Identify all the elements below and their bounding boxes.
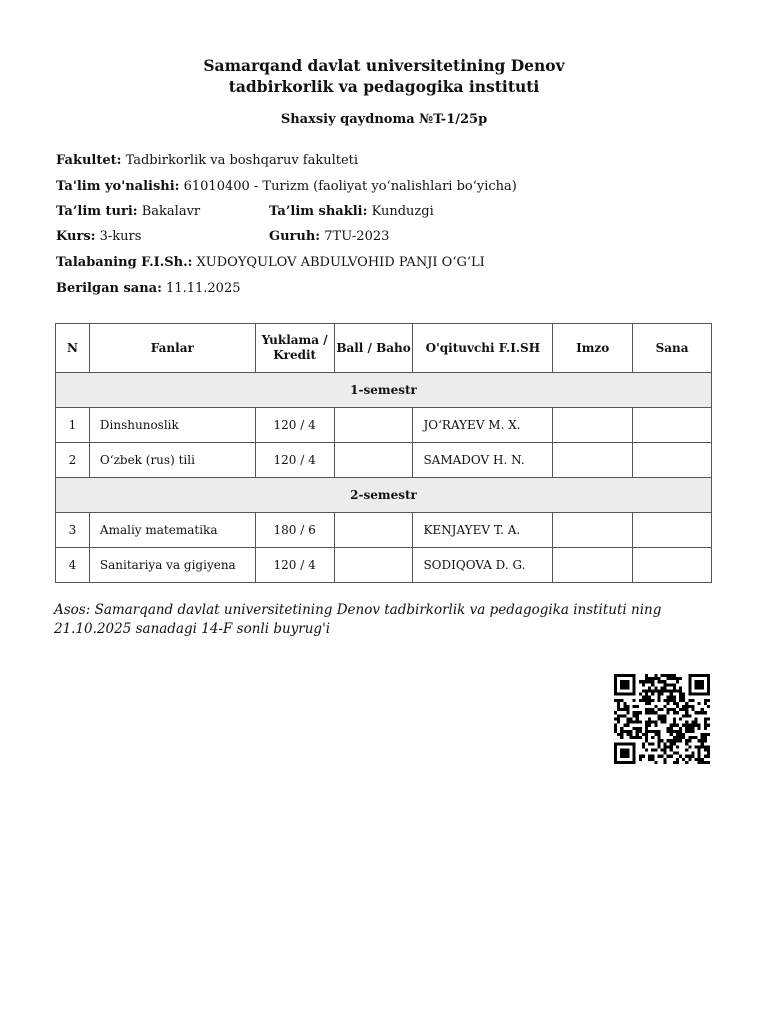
student-value: XUDOYQULOV ABDULVOHID PANJI O‘G‘LI — [196, 255, 485, 270]
education-form-line — [269, 204, 434, 219]
row-n: 4 — [56, 548, 90, 583]
row-sign — [553, 513, 633, 548]
row-subject: Sanitariya va gigiyena — [89, 548, 255, 583]
row-load: 120 / 4 — [255, 408, 334, 443]
table-row — [56, 548, 712, 583]
row-sign — [553, 408, 633, 443]
header-grade: Ball / Baho — [334, 324, 413, 373]
qr-code-icon — [614, 674, 710, 764]
row-n: 2 — [56, 443, 90, 478]
row-grade — [334, 513, 413, 548]
direction-line — [56, 179, 517, 194]
header-subject: Fanlar — [89, 324, 255, 373]
direction-value: 61010400 - Turizm (faoliyat yo‘nalishlari bo‘yicha) — [183, 179, 517, 194]
grades-table — [55, 323, 712, 583]
row-teacher: SAMADOV H. N. — [413, 443, 553, 478]
row-date — [633, 548, 712, 583]
issue-date-line — [56, 281, 240, 296]
table-row — [56, 513, 712, 548]
faculty-value: Tadbirkorlik va boshqaruv fakulteti — [125, 153, 359, 168]
header-date: Sana — [633, 324, 712, 373]
row-load: 120 / 4 — [255, 548, 334, 583]
row-load: 180 / 6 — [255, 513, 334, 548]
row-n: 3 — [56, 513, 90, 548]
row-teacher: KENJAYEV T. A. — [413, 513, 553, 548]
faculty-label: Fakultet: — [56, 153, 122, 168]
row-grade — [334, 408, 413, 443]
issue-date-value: 11.11.2025 — [166, 281, 241, 296]
row-sign — [553, 443, 633, 478]
group-label: Guruh: — [269, 229, 321, 244]
row-grade — [334, 548, 413, 583]
education-type-value: Bakalavr — [141, 204, 201, 219]
document-subtitle: Shaxsiy qaydnoma №T-1/25p — [280, 112, 488, 127]
course-line — [56, 229, 141, 244]
issue-date-label: Berilgan sana: — [56, 281, 162, 296]
education-type-line — [56, 204, 200, 219]
row-date — [633, 443, 712, 478]
header-sign: Imzo — [553, 324, 633, 373]
basis-note: Asos: Samarqand davlat universitetining Denov tadbirkorlik va pedagogika instituti ning 21.10.2025 sanadagi 14-F sonli buyrug'i — [54, 602, 662, 637]
header-teacher: O'qituvchi F.I.SH — [413, 324, 553, 373]
row-subject: Amaliy matematika — [89, 513, 255, 548]
title-line-1: Samarqand davlat universitetining Denov — [203, 56, 565, 75]
row-sign — [553, 548, 633, 583]
document-title — [0, 55, 768, 97]
header-n: N — [56, 324, 90, 373]
row-grade — [334, 443, 413, 478]
faculty-line — [56, 153, 358, 168]
course-value: 3-kurs — [99, 229, 142, 244]
education-form-value: Kunduzgi — [371, 204, 434, 219]
row-load: 120 / 4 — [255, 443, 334, 478]
row-date — [633, 408, 712, 443]
semester-row — [56, 373, 712, 408]
education-form-label: Ta’lim shakli: — [269, 204, 368, 219]
row-subject: Dinshunoslik — [89, 408, 255, 443]
education-type-label: Ta’lim turi: — [56, 204, 138, 219]
row-subject: O‘zbek (rus) tili — [89, 443, 255, 478]
row-date — [633, 513, 712, 548]
row-n: 1 — [56, 408, 90, 443]
group-value: 7TU-2023 — [324, 229, 390, 244]
header-load: Yuklama / Kredit — [255, 324, 334, 373]
table-row — [56, 408, 712, 443]
row-teacher: JO‘RAYEV M. X. — [413, 408, 553, 443]
group-line — [269, 229, 389, 244]
title-line-2: tadbirkorlik va pedagogika instituti — [228, 77, 540, 96]
course-label: Kurs: — [56, 229, 96, 244]
semester-1-label: 1-semestr — [56, 373, 712, 408]
direction-label: Ta'lim yo'nalishi: — [56, 179, 180, 194]
student-label: Talabaning F.I.Sh.: — [56, 255, 193, 270]
semester-row — [56, 478, 712, 513]
row-teacher: SODIQOVA D. G. — [413, 548, 553, 583]
table-header-row — [56, 324, 712, 373]
student-line — [56, 255, 485, 270]
semester-2-label: 2-semestr — [56, 478, 712, 513]
table-row — [56, 443, 712, 478]
